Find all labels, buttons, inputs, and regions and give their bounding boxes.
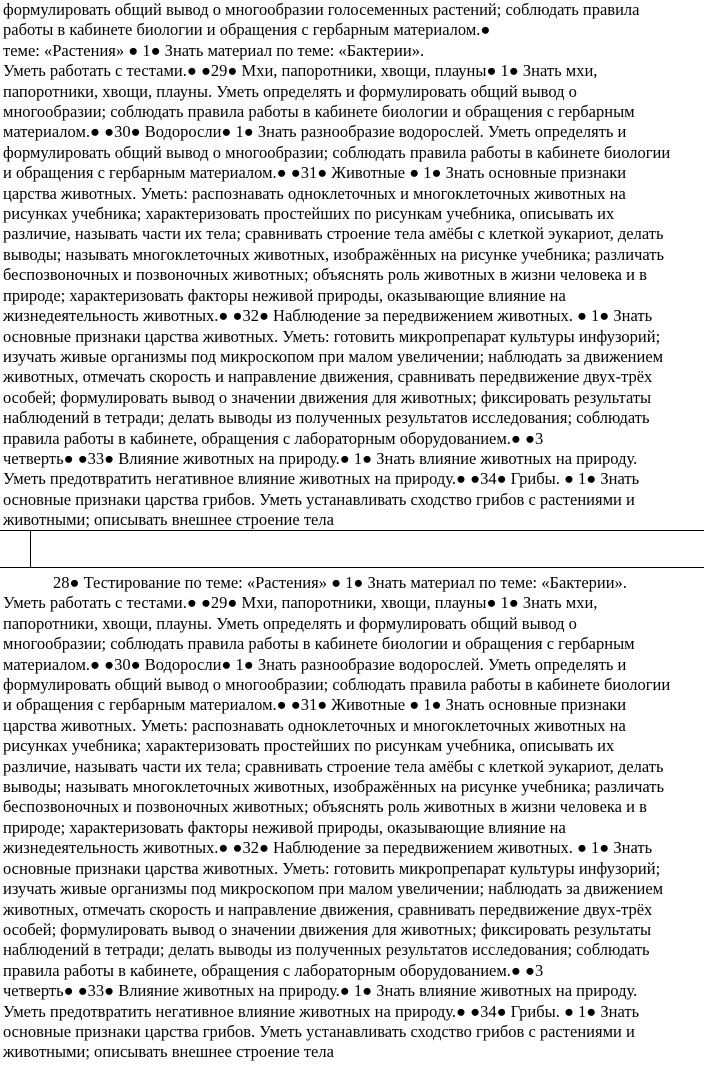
text-line: особей; формулировать вывод о значении движения для животных; фиксировать результаты [3, 387, 652, 407]
text-line: материалом.● ●30● Водоросли● 1● Знать разнообразие водорослей. Уметь определять и [3, 654, 627, 674]
text-line: жизнедеятельность животных.● ●32● Наблюдение за передвижением животных. ● 1● Знать [3, 306, 653, 326]
text-line: и обращения с гербарным материалом.● ●31● Животные ● 1● Знать основные признаки [3, 695, 627, 715]
text-line: материалом.● ●30● Водоросли● 1● Знать разнообразие водорослей. Уметь определять и [3, 122, 627, 142]
text-line: царства животных. Уметь: распознавать одноклеточных и многоклеточных животных на [3, 183, 626, 203]
text-line: рисунках учебника; характеризовать простейших по рисункам учебника, описывать их [3, 736, 615, 756]
text-line: многообразии; соблюдать правила работы в кабинете биологии и обращения с гербарным [3, 634, 635, 654]
text-line: различие, называть части их тела; сравнивать строение тела амёбы с клеткой эукариот, делать [3, 756, 664, 776]
text-line: изучать живые организмы под микроскопом при малом увеличении; наблюдать за движением [3, 346, 664, 366]
text-line: 28● Тестирование по теме: «Растения» ● 1● Знать материал по теме: «Бактерии». [53, 573, 627, 592]
text-line: четверть● ●33● Влияние животных на природу.● 1● Знать влияние животных на природу. [3, 448, 638, 468]
text-line: наблюдений в тетради; делать выводы из полученных результатов исследования; соблюдать [3, 408, 650, 428]
text-line: правила работы в кабинете, обращения с лабораторным оборудованием.● ●3 [3, 428, 544, 448]
text-line: папоротники, хвощи, плауны. Уметь определять и формулировать общий вывод о [3, 613, 577, 633]
text-line: Уметь работать с тестами.● ●29● Мхи, папоротники, хвощи, плауны● 1● Знать мхи, [3, 61, 598, 81]
text-line: многообразии; соблюдать правила работы в кабинете биологии и обращения с гербарным [3, 102, 635, 122]
text-line: Уметь работать с тестами.● ●29● Мхи, папоротники, хвощи, плауны● 1● Знать мхи, [3, 593, 598, 613]
document-text-block-bottom [3, 573, 701, 1063]
text-line: и обращения с гербарным материалом.● ●31● Животные ● 1● Знать основные признаки [3, 163, 627, 183]
text-line: папоротники, хвощи, плауны. Уметь определять и формулировать общий вывод о [3, 81, 577, 101]
text-line: работы в кабинете биологии и обращения с гербарным материалом.● [3, 20, 491, 40]
text-line: выводы; называть многоклеточных животных, изображённых на рисунке учебника; различать [3, 777, 665, 797]
text-line: животными; описывать внешнее строение тела [3, 510, 334, 530]
text-line: наблюдений в тетради; делать выводы из полученных результатов исследования; соблюдать [3, 940, 650, 960]
text-line: беспозвоночных и позвоночных животных; объяснять роль животных в жизни человека и в [3, 265, 647, 285]
text-line: животных, отмечать скорость и направление движения, сравнивать передвижение двух-трёх [3, 899, 653, 919]
text-line: теме: «Растения» ● 1● Знать материал по теме: «Бактерии». [3, 40, 425, 60]
text-line: животных, отмечать скорость и направление движения, сравнивать передвижение двух-трёх [3, 367, 653, 387]
text-line: животными; описывать внешнее строение тела [3, 1042, 334, 1062]
text-line: природе; характеризовать факторы неживой природы, оказывающие влияние на [3, 285, 566, 305]
text-line: основные признаки царства грибов. Уметь устанавливать сходство грибов с растениями и [3, 1021, 635, 1041]
text-line: природе; характеризовать факторы неживой природы, оказывающие влияние на [3, 817, 566, 837]
text-line: царства животных. Уметь: распознавать одноклеточных и многоклеточных животных на [3, 715, 626, 735]
text-line: различие, называть части их тела; сравнивать строение тела амёбы с клеткой эукариот, делать [3, 224, 664, 244]
text-line: жизнедеятельность животных.● ●32● Наблюдение за передвижением животных. ● 1● Знать [3, 838, 653, 858]
text-line: изучать живые организмы под микроскопом при малом увеличении; наблюдать за движением [3, 879, 664, 899]
text-line: основные признаки царства грибов. Уметь устанавливать сходство грибов с растениями и [3, 489, 635, 509]
text-line: Уметь предотвратить негативное влияние животных на природу.● ●34● Грибы. ● 1● Знать [3, 469, 640, 489]
text-line: рисунках учебника; характеризовать простейших по рисункам учебника, описывать их [3, 204, 615, 224]
table-cell-divider [30, 531, 31, 567]
text-line: беспозвоночных и позвоночных животных; объяснять роль животных в жизни человека и в [3, 797, 647, 817]
text-line: основные признаки царства животных. Уметь: готовить микропрепарат культуры инфузорий; [3, 326, 661, 346]
table-row-separator [0, 530, 704, 568]
text-line: Уметь предотвратить негативное влияние животных на природу.● ●34● Грибы. ● 1● Знать [3, 1001, 640, 1021]
text-line: четверть● ●33● Влияние животных на природу.● 1● Знать влияние животных на природу. [3, 981, 638, 1001]
text-line: формулировать общий вывод о многообразии; соблюдать правила работы в кабинете биологии [3, 142, 671, 162]
text-line: формулировать общий вывод о многообразии голосеменных растений; соблюдать правила [3, 0, 640, 19]
text-line: выводы; называть многоклеточных животных, изображённых на рисунке учебника; различать [3, 244, 665, 264]
text-line: правила работы в кабинете, обращения с лабораторным оборудованием.● ●3 [3, 960, 544, 980]
text-line: основные признаки царства животных. Уметь: готовить микропрепарат культуры инфузорий; [3, 858, 661, 878]
document-text-block-top [3, 0, 701, 531]
text-line: формулировать общий вывод о многообразии; соблюдать правила работы в кабинете биологии [3, 675, 671, 695]
text-line: особей; формулировать вывод о значении движения для животных; фиксировать результаты [3, 919, 652, 939]
